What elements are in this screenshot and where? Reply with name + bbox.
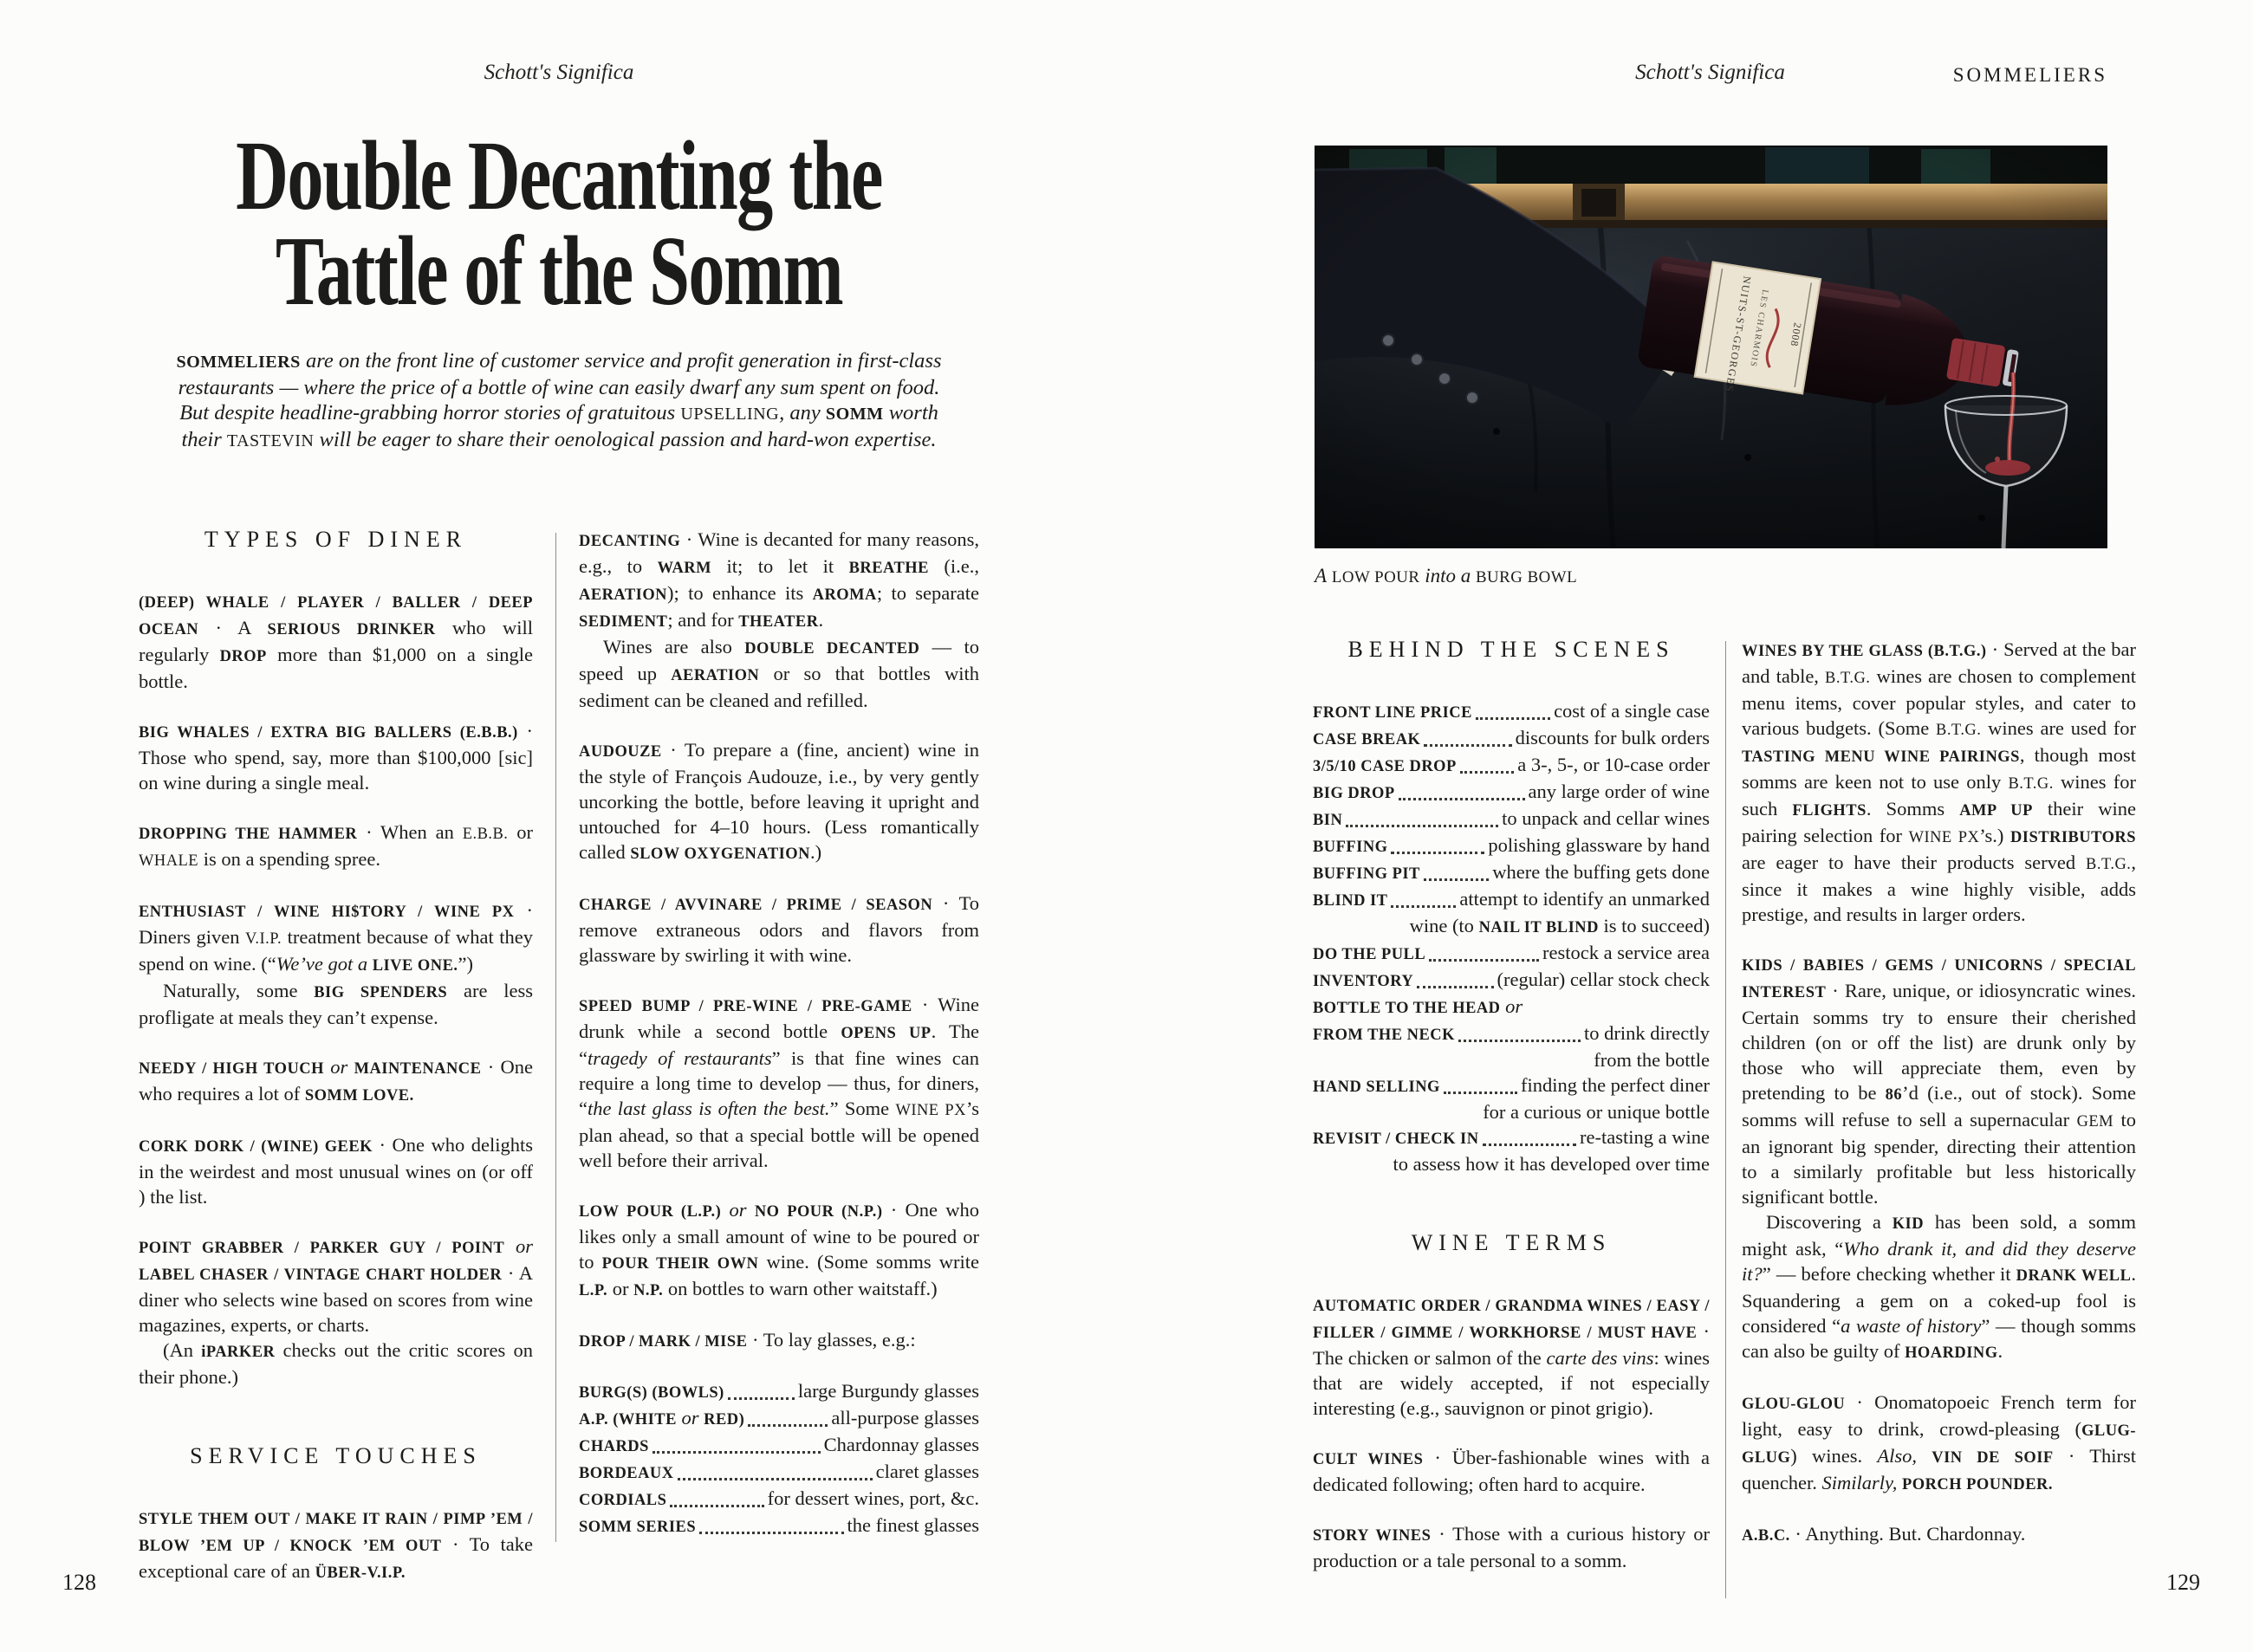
entry-paragraph: Discovering a KID has been sold, a somm might ask, “Who drank it, and did they deserve it?” — before checking whether it DRANK WELL. Squandering a gem on a coked-up fool is considered “a waste of history” — though somms can also be guilty of HOARDING. (1742, 1211, 2137, 1362)
leader-row (1313, 1072, 1710, 1099)
leader-term: BURG(S) (BOWLS) (579, 1383, 724, 1401)
dot-leader (1346, 825, 1498, 827)
leader-term: A.P. (WHITE or RED) (579, 1407, 745, 1428)
leader-term: DO THE PULL (1313, 945, 1426, 962)
wine-pour-photo (1315, 146, 2107, 548)
entry-paragraph: (An iPARKER checks out the critic scores on their phone.) (139, 1339, 534, 1388)
dot-leader (670, 1505, 763, 1507)
entry-paragraph: GLOU-GLOU · Onomatopoeic French term for light, easy to drink, crowd-pleasing (GLUG-GLUG) wines. Also, VIN DE SOIF · Thirst quencher. Similarly, PORCH POUNDER. (1742, 1391, 2136, 1493)
leader-row (1313, 886, 1710, 913)
entry-paragraph: SPEED BUMP / PRE-WINE / PRE-GAME · Wine drunk while a second bottle OPENS UP. The “tragedy of restaurants” is that fine wines can require a long time to develop — thus, for diners, “the last glass is often the best.” Some WINE PX’s plan ahead, so that a special bottle will be opened well before their arrival. (579, 994, 980, 1171)
dot-leader (678, 1478, 873, 1480)
leader-row-continuation: wine (to NAIL IT BLIND is to succeed) (1409, 915, 1710, 936)
article-title (139, 121, 979, 327)
leader-row (1313, 752, 1710, 779)
entry-paragraph: Naturally, some BIG SPENDERS are less profligate at meals they can’t expense. (139, 980, 534, 1028)
running-head-left: Schott's Significa (484, 61, 634, 84)
column-divider-right-page (1725, 641, 1726, 1598)
leader-term: HAND SELLING (1313, 1078, 1440, 1095)
leader-row (1313, 967, 1710, 994)
leader-row (1313, 806, 1710, 832)
leader-definition: all-purpose glasses (831, 1407, 979, 1428)
dot-leader (653, 1451, 821, 1454)
entry-paragraph: CHARGE / AVVINARE / PRIME / SEASON · To remove extraneous odors and flavors from glassware by swirling it with wine. (579, 892, 979, 966)
leader-row (1313, 779, 1710, 806)
entry-paragraph: WINES BY THE GLASS (B.T.G.) · Served at the bar and table, B.T.G. wines are chosen to complement menu items, cover popular styles, and cater to various budgets. (Some B.T.G. wines are used for TASTING MENU WINE PAIRINGS, though most somms are keen not to use only B.T.G. wines for such FLIGHTS. Somms AMP UP their wine pairing selection for WINE PX’s.) DISTRIBUTORS are eager to have their products served B.T.G., since it makes a wine highly visible, adds prestige, and results in larger orders. (1742, 638, 2137, 925)
dot-leader (1417, 986, 1493, 988)
dot-leader (1391, 905, 1456, 908)
leader-definition: to unpack and cellar wines (1502, 807, 1710, 829)
leader-row-continuation: from the bottle (1594, 1049, 1710, 1071)
leader-row (1313, 725, 1710, 752)
leader-row-continuation: for a curious or unique bottle (1483, 1101, 1710, 1123)
leader-term: CASE BREAK (1313, 730, 1421, 748)
leader-row (1313, 859, 1710, 886)
leader-row (1313, 1020, 1710, 1047)
leader-term: BIN (1313, 811, 1343, 828)
leader-term: REVISIT / CHECK IN (1313, 1130, 1479, 1147)
leader-row (1313, 1124, 1710, 1151)
dot-leader (1391, 852, 1484, 854)
column-decanting-terms (579, 527, 979, 1539)
leader-term: BLIND IT (1313, 891, 1388, 909)
dot-leader (728, 1397, 795, 1400)
leader-term: INVENTORY (1313, 972, 1414, 989)
leader-row (579, 1432, 979, 1459)
entry-paragraph: A.B.C. · Anything. But. Chardonnay. (1742, 1523, 2026, 1545)
dot-leader (1424, 744, 1511, 747)
leader-definition: the finest glasses (847, 1514, 979, 1536)
leader-row (1313, 698, 1710, 725)
page-number-left: 128 (62, 1570, 96, 1595)
leader-definition: for dessert wines, port, &c. (767, 1487, 979, 1509)
section-heading: BEHIND THE SCENES (1347, 637, 1675, 662)
leader-term: BUFFING PIT (1313, 865, 1420, 882)
leader-term: BORDEAUX (579, 1464, 674, 1481)
leader-definition: large Burgundy glasses (797, 1380, 979, 1402)
leader-definition: discounts for bulk orders (1515, 727, 1710, 748)
column-divider-left-page (555, 533, 556, 1542)
leader-term: FRONT LINE PRICE (1313, 703, 1472, 721)
leader-definition: re-tasting a wine (1580, 1126, 1710, 1148)
dot-leader (1429, 959, 1539, 962)
entry-paragraph: ENTHUSIAST / WINE HI$TORY / WINE PX · Diners given V.I.P. treatment because of what they spend on wine. (“We’ve got a LIVE ONE.”) (139, 899, 533, 975)
leader-definition: any large order of wine (1528, 781, 1710, 802)
entry-paragraph: Wines are also DOUBLE DECANTED — to speed up AERATION or so that bottles with sediment can be cleaned and refilled. (579, 636, 979, 711)
leader-definition: Chardonnay glasses (823, 1434, 979, 1455)
dot-leader (1444, 1092, 1517, 1094)
leader-row (579, 1405, 979, 1432)
entry-paragraph: DROP / MARK / MISE · To lay glasses, e.g.: (579, 1329, 916, 1351)
leader-term: FROM THE NECK (1313, 1026, 1455, 1043)
leader-definition: to drink directly (1584, 1022, 1710, 1044)
entry-paragraph: POINT GRABBER / PARKER GUY / POINT or LABEL CHASER / VINTAGE CHART HOLDER · A diner who selects wine based on scores from wine magazines, experts, or charts. (139, 1235, 534, 1336)
column-behind-the-scenes (1313, 637, 1710, 1573)
dot-leader (1476, 717, 1550, 720)
leader-definition: where the buffing gets done (1492, 861, 1710, 883)
leader-term: CORDIALS (579, 1491, 667, 1508)
title-line-1: Double Decanting the (236, 121, 882, 231)
dot-leader (1483, 1143, 1576, 1146)
leader-definition: attempt to identify an unmarked (1459, 888, 1710, 910)
section-heading: WINE TERMS (1411, 1230, 1612, 1255)
leader-definition: (regular) cellar stock check (1497, 969, 1710, 990)
running-head-right: Schott's Significa (1635, 61, 1785, 84)
dot-leader (748, 1424, 828, 1427)
leader-definition: finding the perfect diner (1520, 1074, 1710, 1096)
photo-caption: A LOW POUR into a BURG BOWL (1315, 565, 1578, 586)
wine-pour-illustration (1315, 146, 2107, 548)
leader-term: 3/5/10 CASE DROP (1313, 757, 1457, 774)
section-heading: TYPES OF DINER (204, 527, 468, 552)
page-number-right: 129 (2166, 1570, 2200, 1595)
entry-paragraph: STORY WINES · Those with a curious history or production or a tale personal to a somm. (1313, 1523, 1710, 1571)
leader-definition: polishing glassware by hand (1488, 834, 1710, 856)
leader-term: BUFFING (1313, 838, 1388, 855)
leader-row-continuation: to assess how it has developed over time (1393, 1153, 1710, 1175)
entry-paragraph: LOW POUR (L.P.) or NO POUR (N.P.) · One who likes only a small amount of wine to be poured or to POUR THEIR OWN wine. (Some somms write L.P. or N.P. on bottles to warn other waitstaff.) (579, 1199, 980, 1299)
column-wines-by-the-glass (1742, 637, 2136, 1548)
entry-paragraph: (DEEP) WHALE / PLAYER / BALLER / DEEP OCEAN · A SERIOUS DRINKER who will regularly DROP more than $1,000 on a single bottle. (139, 593, 534, 692)
leader-row (579, 1486, 979, 1513)
leader-definition: a 3-, 5-, or 10-case order (1517, 754, 1710, 775)
leader-row (579, 1459, 979, 1486)
entry-paragraph: AUTOMATIC ORDER / GRANDMA WINES / EASY / FILLER / GIMME / WORKHORSE / MUST HAVE · The chicken or salmon of the carte des vins: wines that are widely accepted, if not especially interesting (e.g., sauvignon or pinot grigio). (1313, 1297, 1710, 1419)
entry-paragraph: NEEDY / HIGH TOUCH or MAINTENANCE · One who requires a lot of SOMM LOVE. (139, 1056, 534, 1105)
column-types-of-diner (139, 527, 533, 1585)
title-line-2: Tattle of the Somm (275, 217, 843, 327)
entry-paragraph: AUDOUZE · To prepare a (fine, ancient) wine in the style of François Audouze, i.e., by very gently uncorking the bottle, before leaving it upright and untouched for 4–10 hours. (Less romantically called SLOW OXYGENATION.) (579, 739, 979, 863)
section-heading: SERVICE TOUCHES (190, 1443, 482, 1468)
leader-row (1313, 940, 1710, 967)
dot-leader (699, 1532, 843, 1534)
dot-leader (1399, 798, 1525, 800)
entry-paragraph: DROPPING THE HAMMER · When an E.B.B. or WHALE is on a spending spree. (139, 821, 533, 870)
entry-paragraph: DECANTING · Wine is decanted for many reasons, e.g., to WARM it; to let it BREATHE (i.e., AERATION); to enhance its AROMA; to separate SEDIMENT; and for THEATER. (579, 528, 980, 631)
leader-row (579, 1378, 979, 1405)
entry-paragraph: CORK DORK / (WINE) GEEK · One who delights in the weirdest and most unusual wines on (or off ) the list. (139, 1134, 533, 1208)
entry-paragraph: KIDS / BABIES / GEMS / UNICORNS / SPECIAL INTEREST · Rare, unique, or idiosyncratic wines. Certain somms try to ensure their cherished children (on or off the list) are drunk only by those who will appreciate them, even by pretending to be 86’d (i.e., out of stock). Some somms will refuse to sell a supernacular GEM to an ignorant big spender, directing their attention to a similarly profitable but less historically significant bottle. (1742, 956, 2136, 1208)
leader-term: BIG DROP (1313, 784, 1395, 801)
entry-paragraph: STYLE THEM OUT / MAKE IT RAIN / PIMP ’EM / BLOW ’EM UP / KNOCK ’EM OUT · To take exceptional care of an ÜBER-V.I.P. (139, 1510, 533, 1582)
entry-paragraph: BIG WHALES / EXTRA BIG BALLERS (E.B.B.) · Those who spend, say, more than $100,000 [sic] on wine during a single meal. (139, 720, 533, 794)
dot-leader (1458, 1040, 1581, 1042)
leader-term: SOMM SERIES (579, 1518, 697, 1535)
dot-leader (1460, 771, 1514, 774)
leader-row: BOTTLE TO THE HEAD or (1313, 995, 1523, 1017)
leader-row (1313, 832, 1710, 859)
leader-term: CHARDS (579, 1437, 649, 1454)
dot-leader (1424, 878, 1489, 881)
leader-row (579, 1513, 979, 1539)
chapter-label: SOMMELIERS (1952, 64, 2107, 86)
leader-definition: cost of a single case (1554, 700, 1710, 722)
entry-paragraph: CULT WINES · Über-fashionable wines with a dedicated following; often hard to acquire. (1313, 1447, 1710, 1495)
intro-paragraph: SOMMELIERS are on the front line of customer service and profit generation in first-class restaurants — where the price of a bottle of wine can easily dwarf any sum spent on food. But despite headline-grabbing horror stories of gratuitous UPSELLING, any SOMM worth their TASTEVIN will be eager to share their oenological passion and hard-won expertise. (176, 349, 942, 451)
leader-definition: restock a service area (1542, 942, 1710, 963)
leader-definition: claret glasses (875, 1461, 979, 1482)
